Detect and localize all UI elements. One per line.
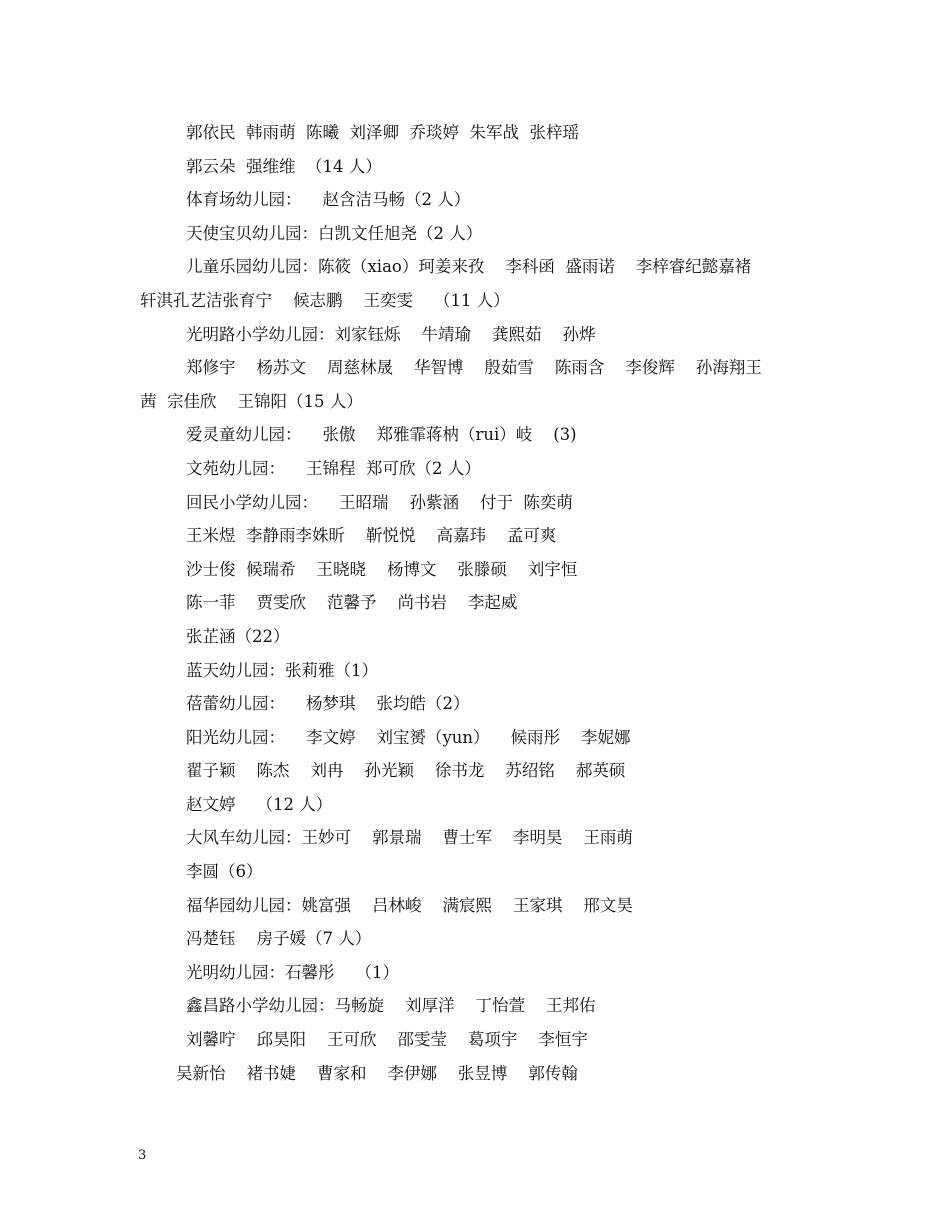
text-line: 爱灵童幼儿园： 张傲 郑雅霏蒋枘（rui）岐 (3) [186,425,577,445]
text-line: 大风车幼儿园：王妙可 郭景瑞 曹士军 李明昊 王雨萌 [186,828,633,848]
text-line: 文苑幼儿园： 王锦程 郑可欣（2 人） [186,458,481,478]
text-line: 体育场幼儿园： 赵含洁马畅（2 人） [186,190,471,210]
text-line: 阳光幼儿园： 李文婷 刘宝赟（yun） 候雨彤 李妮娜 [186,727,631,747]
text-line: 赵文婷 （12 人） [186,794,333,814]
text-line: 陈一菲 贾雯欣 范馨予 尚书岩 李起威 [186,593,518,613]
text-line: 茜 宗佳欣 王锦阳（15 人） [140,391,363,411]
name-list [140,116,830,1090]
text-line: 郭云朵 强维维 （14 人） [186,156,382,176]
text-line: 吴新怡 褚书婕 曹家和 李伊娜 张昱博 郭传翰 [176,1063,578,1083]
text-line: 回民小学幼儿园： 王昭瑞 孙紫涵 付于 陈奕萌 [186,492,573,512]
text-line: 光明幼儿园：石馨彤 （1） [186,962,399,982]
page-number: 3 [138,1148,147,1163]
text-line: 沙士俊 候瑞希 王晓晓 杨博文 张滕硕 刘宇恒 [186,559,578,579]
text-line: 儿童乐园幼儿园：陈筱（xiao）珂姜来孜 李科函 盛雨诺 李梓睿纪懿嘉褚 [186,257,752,277]
text-line: 光明路小学幼儿园：刘家钰烁 牛靖瑜 龚熙茹 孙烨 [186,324,596,344]
text-line: 轩淇孔艺洁张育宁 候志鹏 王奕雯 （11 人） [140,290,510,310]
text-line: 郭依民 韩雨萌 陈曦 刘泽卿 乔琰婷 朱军战 张梓瑶 [186,123,579,142]
text-line: 鑫昌路小学幼儿园：马畅旋 刘厚洋 丁怡萱 王邦佑 [186,996,596,1016]
text-line: 王米煜 李静雨李姝昕 靳悦悦 高嘉玮 孟可爽 [186,526,557,546]
text-line: 蓓蕾幼儿园： 杨梦琪 张均皓（2） [186,694,470,714]
text-line: 张芷涵（22） [186,626,290,646]
text-line: 天使宝贝幼儿园：白凯文任旭尧（2 人） [186,223,483,243]
text-line: 李圆（6） [186,862,263,882]
text-line: 福华园幼儿园：姚富强 吕林峻 满宸熙 王家琪 邢文昊 [186,895,633,915]
text-line: 冯楚钰 房子媛（7 人） [186,929,372,949]
text-line: 刘馨咛 邱昊阳 王可欣 邵雯莹 葛项宇 李恒宇 [186,1030,588,1050]
text-line: 蓝天幼儿园：张莉雅（1） [186,660,378,680]
text-line: 郑修宇 杨苏文 周慈林晟 华智博 殷茹雪 陈雨含 李俊辉 孙海翔王 [186,358,762,378]
text-line: 翟子颖 陈杰 刘冉 孙光颖 徐书龙 苏绍铭 郝英硕 [186,761,626,781]
